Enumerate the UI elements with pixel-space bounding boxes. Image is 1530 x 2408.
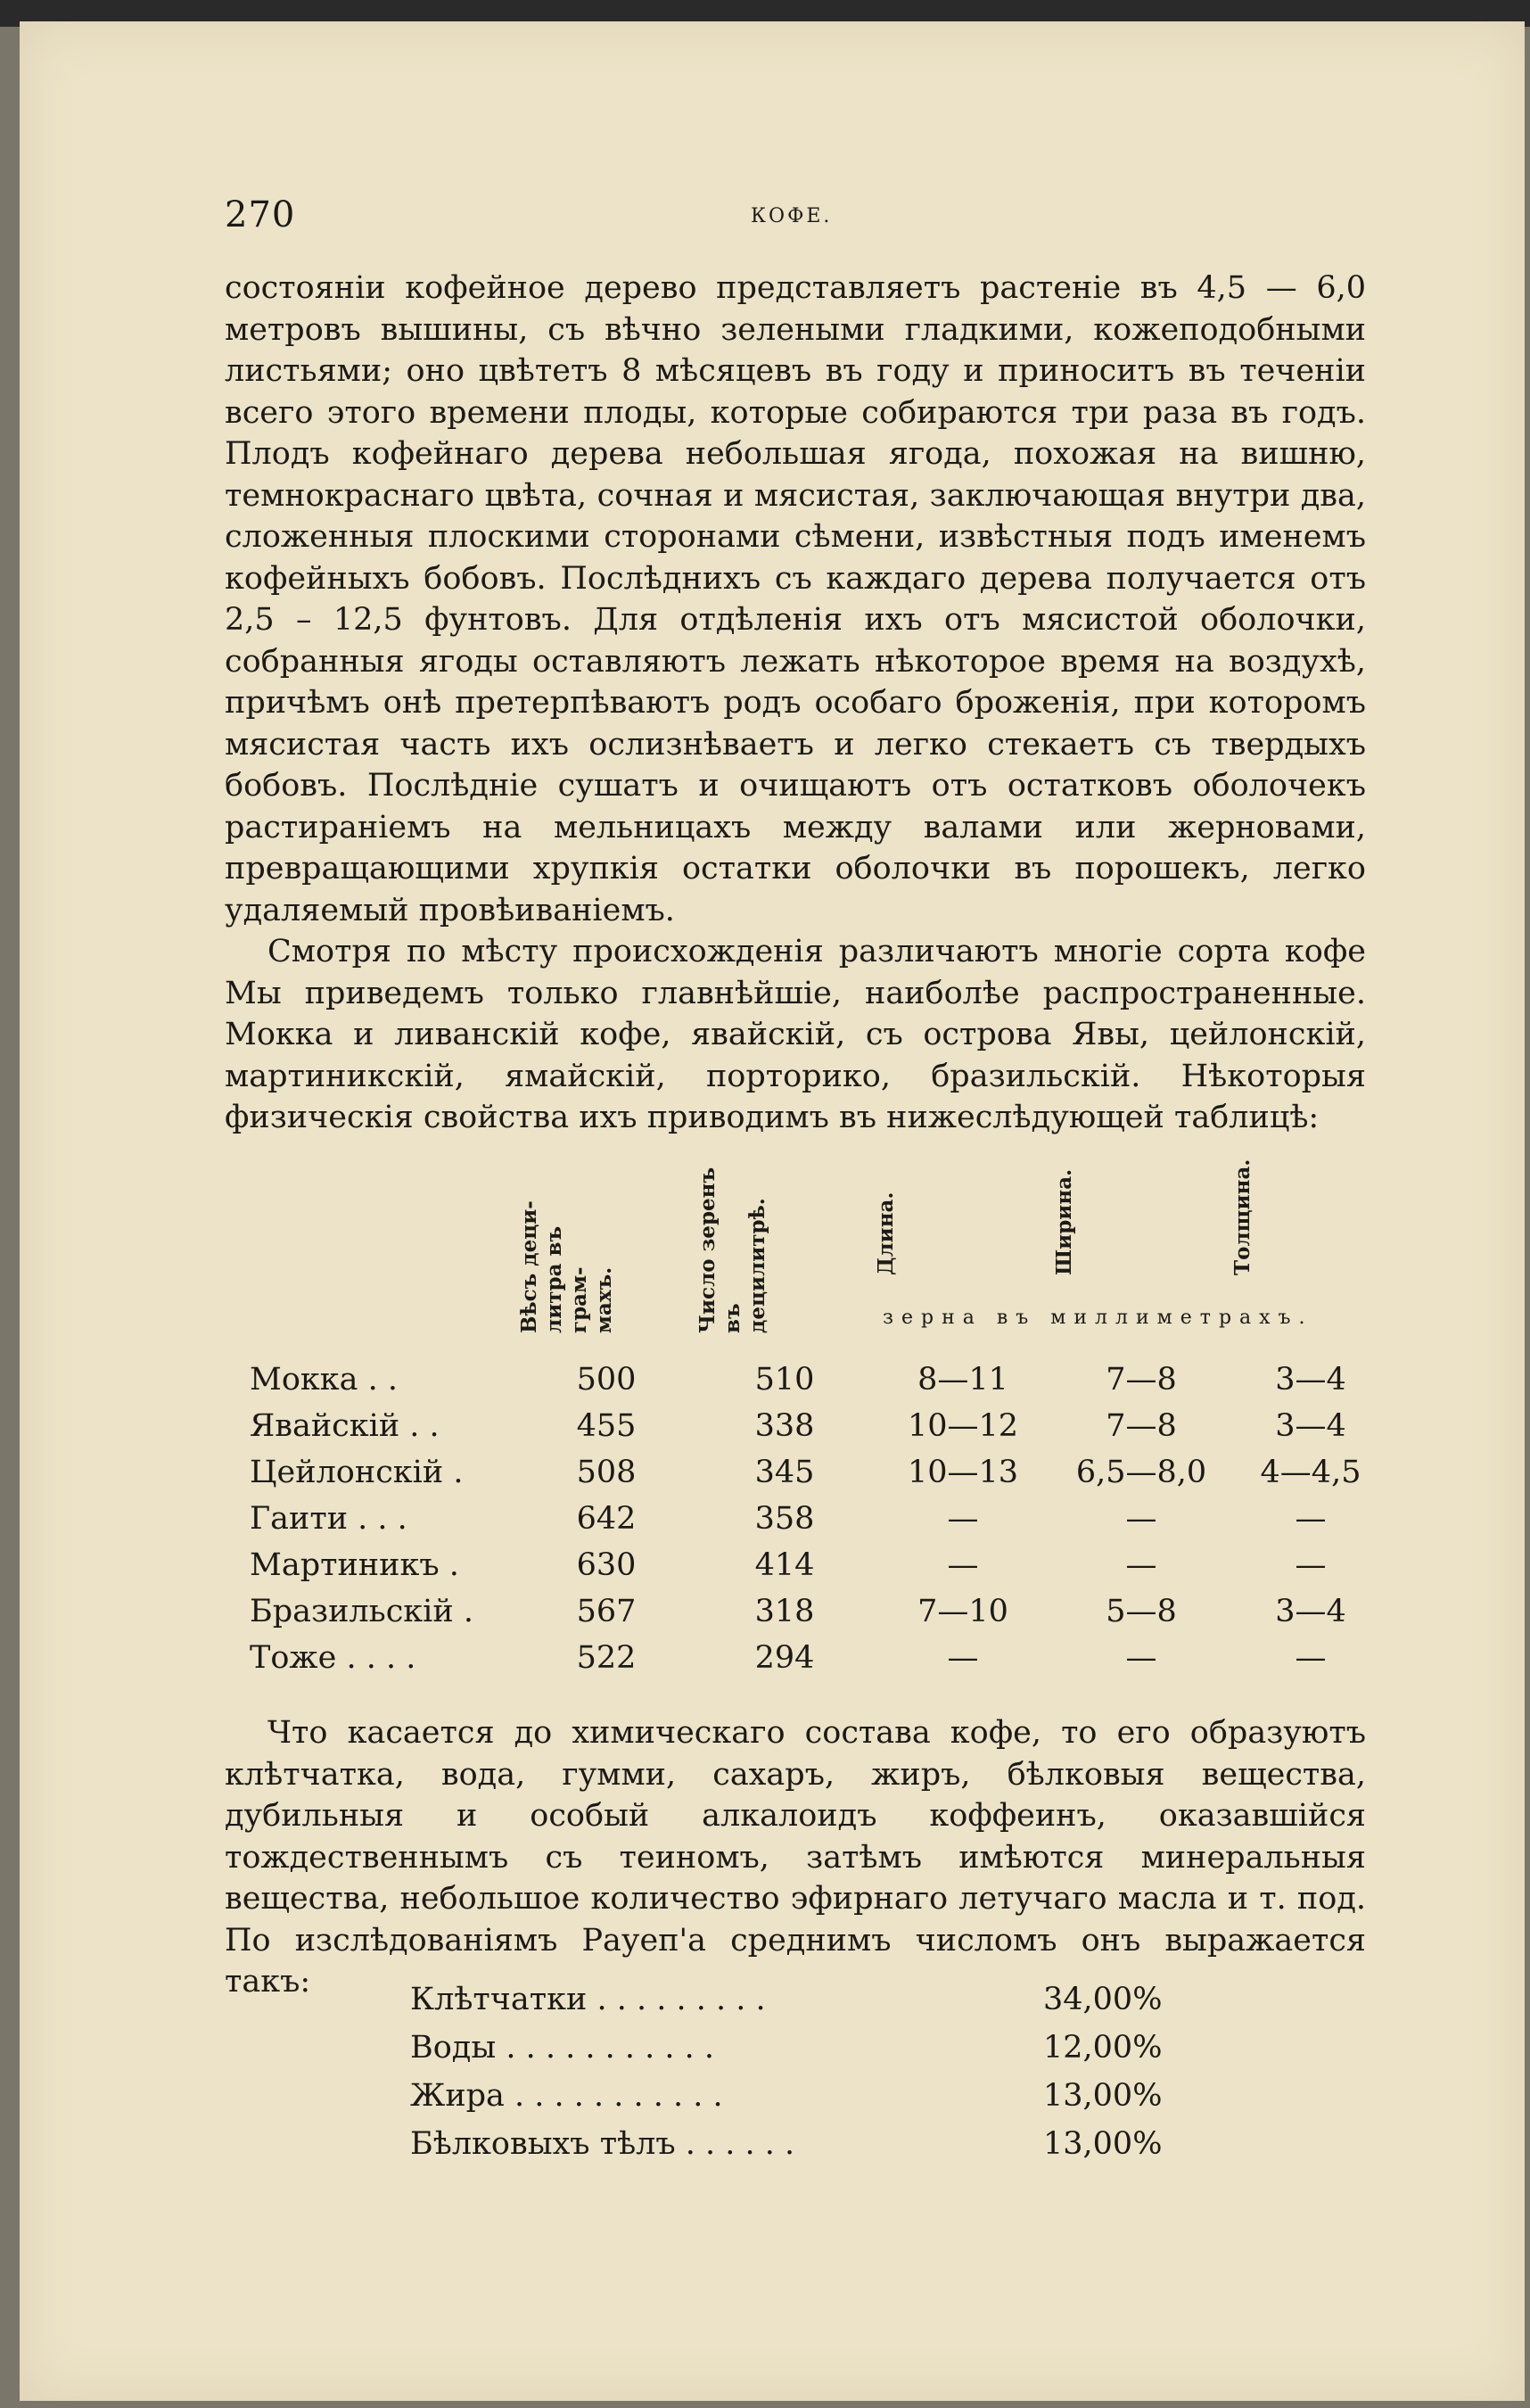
- row-width: 5—8: [1106, 1594, 1177, 1629]
- composition-label: Бѣлковыхъ тѣлъ . . . . . .: [410, 2126, 795, 2162]
- row-name: Цейлонскій .: [250, 1455, 464, 1490]
- composition-label: Воды . . . . . . . . . . .: [410, 2030, 714, 2066]
- composition-value: 13,00%: [1043, 2078, 1163, 2114]
- header-thickness: Толщина.: [1230, 1159, 1254, 1275]
- composition-value: 12,00%: [1043, 2030, 1163, 2066]
- table-row: [250, 1444, 1391, 1490]
- row-weight: 630: [576, 1547, 637, 1583]
- table-row: [250, 1490, 1391, 1537]
- page-number: 270: [225, 194, 296, 235]
- row-thickness: —: [1295, 1547, 1327, 1583]
- row-width: —: [1125, 1547, 1157, 1583]
- composition-label: Клѣтчатки . . . . . . . . .: [410, 1982, 766, 2017]
- row-weight: 567: [576, 1594, 637, 1629]
- row-weight: 500: [576, 1362, 637, 1398]
- row-count: 338: [754, 1408, 815, 1444]
- table-unit-note: зерна въ миллиметрахъ.: [883, 1307, 1313, 1329]
- paragraph-3: [225, 1712, 1366, 2003]
- row-width: 7—8: [1106, 1362, 1177, 1398]
- row-length: —: [947, 1501, 979, 1537]
- row-thickness: 3—4: [1275, 1362, 1346, 1398]
- coffee-properties-table: [250, 1150, 1391, 1676]
- header-weight: Вѣсъ деци- литра въ грам- махъ.: [517, 1200, 616, 1333]
- row-thickness: 3—4: [1275, 1594, 1346, 1629]
- paragraph-1-text: состояніи кофейное дерево представляетъ растеніе въ 4,5 — 6,0 метровъ вышины, съ вѣчно зелеными гладкими, кожеподобными листьями; оно цвѣтетъ 8 мѣсяцевъ въ году и приноситъ въ теченіи всего этого времени плоды, которые собираются три раза въ годъ. Плодъ кофейнаго дерева небольшая ягода, похожая на вишню, темнокраснаго цвѣта, сочная и мясистая, заключающая внутри два, сложенныя плоскими сторонами сѣмени, извѣстныя подъ именемъ кофейныхъ бобовъ. Послѣднихъ съ каждаго дерева получается отъ 2,5 – 12,5 фунтовъ. Для отдѣленія ихъ отъ мясистой оболочки, собранныя ягоды оставляютъ лежать нѣкоторое время на воздухѣ, причѣмъ онѣ претерпѣваютъ родъ особаго броженія, при которомъ мясистая часть ихъ ослизнѣваетъ и легко стекаетъ съ твердыхъ бобовъ. Послѣдніе сушатъ и очищаютъ отъ остатковъ оболочекъ растираніемъ на мельницахъ между валами или жерновами, превращающими хрупкія остатки оболочки въ порошекъ, легко удаляемый провѣиваніемъ.: [225, 270, 1366, 928]
- list-item: [410, 2078, 1162, 2126]
- paragraph-1: [225, 268, 1366, 1139]
- row-count: 414: [754, 1547, 815, 1583]
- row-weight: 455: [576, 1408, 637, 1444]
- row-weight: 508: [576, 1455, 637, 1490]
- row-weight: 522: [576, 1640, 637, 1676]
- page-header: [225, 194, 1366, 241]
- row-name: Бразильскій .: [250, 1594, 473, 1629]
- list-item: [410, 1982, 1162, 2030]
- table-row: [250, 1629, 1391, 1676]
- paragraph-3-text: Что касается до химическаго состава кофе, то его образуютъ клѣтчатка, вода, гумми, сахаръ, жиръ, бѣлковыя вещества, дубильныя и особый алкалоидъ коффеинъ, оказавшійся тождественнымъ съ теиномъ, затѣмъ имѣются минеральныя вещества, небольшое количество эфирнаго летучаго масла и т. под. По изслѣдованіямъ Рауеп'а среднимъ числомъ онъ выражается такъ:: [225, 1715, 1366, 2000]
- list-item: [410, 2126, 1162, 2174]
- row-name: Явайскій . .: [250, 1408, 440, 1444]
- row-name: Гаити . . .: [250, 1501, 407, 1537]
- row-width: —: [1125, 1640, 1157, 1676]
- row-thickness: 3—4: [1275, 1408, 1346, 1444]
- row-width: 7—8: [1106, 1408, 1177, 1444]
- row-length: 8—11: [917, 1362, 1008, 1398]
- row-width: 6,5—8,0: [1075, 1455, 1207, 1490]
- row-name: Мокка . .: [250, 1362, 399, 1398]
- row-name: Тоже . . . .: [250, 1640, 416, 1676]
- row-length: 10—13: [907, 1455, 1019, 1490]
- row-length: 10—12: [907, 1408, 1019, 1444]
- table-row: [250, 1537, 1391, 1583]
- table-row: [250, 1351, 1391, 1398]
- paragraph-2-text: Смотря по мѣсту происхожденія различаютъ многіе сорта кофе Мы приведемъ только главнѣйшіе, наиболѣе распространенные. Мокка и ливанскій кофе, явайскій, съ острова Явы, цейлонскій, мартиникскій, ямайскій, порторико, бразильскій. Нѣкоторыя физическія свойства ихъ приводимъ въ нижеслѣдующей таблицѣ:: [225, 934, 1366, 1135]
- row-length: —: [947, 1640, 979, 1676]
- header-length: Длина.: [874, 1192, 898, 1275]
- row-length: 7—10: [917, 1594, 1008, 1629]
- table-row: [250, 1398, 1391, 1444]
- row-name: Мартиникъ .: [250, 1547, 459, 1583]
- row-count: 318: [754, 1594, 815, 1629]
- composition-value: 34,00%: [1043, 1982, 1163, 2017]
- row-weight: 642: [576, 1501, 637, 1537]
- composition-label: Жира . . . . . . . . . . .: [410, 2078, 723, 2114]
- row-count: 294: [754, 1640, 815, 1676]
- running-head: КОФЕ.: [751, 205, 833, 227]
- row-thickness: —: [1295, 1501, 1327, 1537]
- row-count: 358: [754, 1501, 815, 1537]
- header-width: Ширина.: [1052, 1168, 1076, 1275]
- row-count: 345: [754, 1455, 815, 1490]
- composition-list: [410, 1982, 1162, 2174]
- composition-value: 13,00%: [1043, 2126, 1163, 2162]
- row-width: —: [1125, 1501, 1157, 1537]
- header-count: Число зеренъ въ децилитрѣ.: [695, 1167, 769, 1333]
- row-thickness: —: [1295, 1640, 1327, 1676]
- row-length: —: [947, 1547, 979, 1583]
- list-item: [410, 2030, 1162, 2078]
- row-count: 510: [754, 1362, 815, 1398]
- table-row: [250, 1583, 1391, 1629]
- row-thickness: 4—4,5: [1260, 1455, 1361, 1490]
